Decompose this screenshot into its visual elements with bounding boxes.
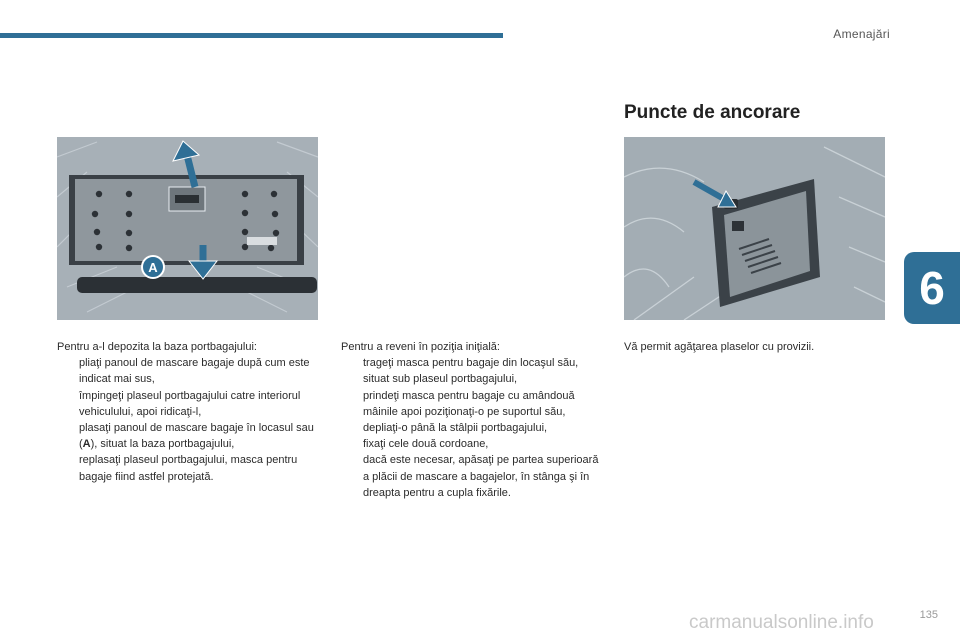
step-text-tail: ), situat la baza portbagajului,	[90, 438, 235, 451]
list-item	[57, 452, 323, 484]
list-item	[341, 388, 607, 420]
list-item	[57, 388, 323, 420]
callout-marker	[142, 256, 164, 278]
chapter-tab: 6	[904, 252, 960, 324]
anchorage-photo	[624, 137, 885, 320]
return-steps-list	[341, 355, 607, 501]
list-item	[341, 436, 607, 452]
boot-floor-photo	[57, 137, 318, 320]
step-text: prindeţi masca pentru bagaje cu amândouă mâinile apoi poziţionaţi-o pe suportul său,	[363, 389, 575, 418]
return-instructions	[341, 339, 607, 501]
anchorage-illustration	[624, 137, 885, 320]
step-text: împingeţi plaseul portbagajului catre interiorul vehiculului, apoi ridicaţi-l,	[79, 389, 301, 418]
step-text: pliaţi panoul de mascare bagaje după cum este indicat mai sus,	[79, 357, 310, 386]
list-item	[341, 452, 607, 501]
storage-intro: Pentru a-l depozita la baza portbagajului:	[57, 341, 257, 353]
list-item	[57, 355, 323, 387]
storage-steps-list	[57, 355, 323, 485]
list-item	[57, 420, 323, 452]
section-header-title: Amenajări	[833, 27, 890, 41]
anchorage-description: Vă permit agăţarea plaselor cu provizii.	[624, 341, 815, 353]
storage-instructions	[57, 339, 323, 485]
callout-reference: A	[82, 438, 91, 451]
page-number: 135	[919, 609, 938, 621]
watermark: carmanualsonline.info	[689, 612, 874, 633]
step-text: replasaţi plaseul portbagajului, masca pentru bagaje fiind astfel protejată.	[79, 454, 298, 483]
callout-label: A	[148, 260, 158, 275]
list-item	[341, 355, 607, 387]
step-text: fixaţi cele două cordoane,	[363, 438, 489, 451]
step-text: dacă este necesar, apăsaţi pe partea superioară a plăcii de mascare a bagajelor, în stânga şi în dreapta pentru a cupla fixările.	[363, 454, 599, 499]
header-accent-bar	[0, 33, 503, 38]
step-text: depliaţi-o până la stâlpii portbagajului,	[363, 422, 548, 435]
list-item	[341, 420, 607, 436]
step-text: plasaţi panoul de mascare bagaje în locasul sau (	[79, 422, 314, 451]
return-intro: Pentru a reveni în poziţia iniţială:	[341, 341, 500, 353]
boot-floor-illustration	[57, 137, 318, 320]
step-text: trageţi masca pentru bagaje din locaşul său, situat sub plaseul portbagajului,	[363, 357, 579, 386]
section-title: Puncte de ancorare	[624, 102, 801, 123]
